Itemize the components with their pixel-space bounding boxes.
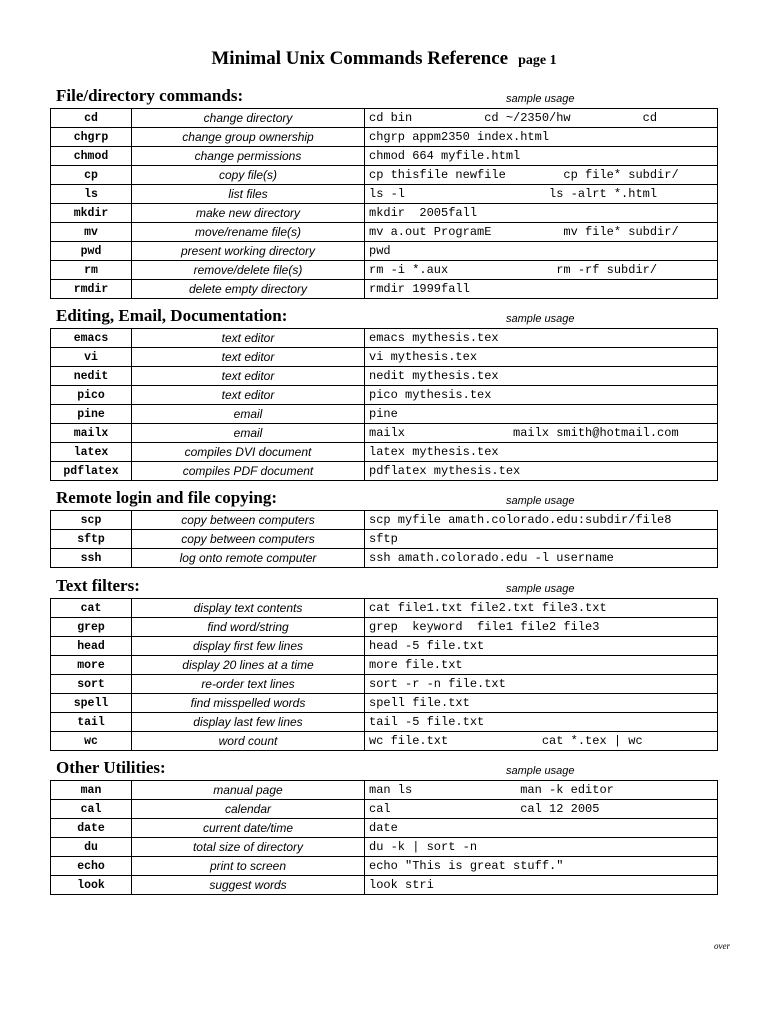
table-row [51, 424, 718, 443]
description-cell: display last few lines [132, 713, 365, 732]
table-row [51, 462, 718, 481]
table-row [51, 530, 718, 549]
command-cell: sort [51, 675, 132, 694]
command-cell: cat [51, 599, 132, 618]
table-row [51, 367, 718, 386]
usage-cell: ls -l ls -alrt *.html [365, 185, 718, 204]
usage-cell: chmod 664 myfile.html [365, 147, 718, 166]
usage-cell: echo "This is great stuff." [365, 857, 718, 876]
usage-cell: du -k | sort -n [365, 838, 718, 857]
table-row [51, 223, 718, 242]
command-cell: nedit [51, 367, 132, 386]
table-row [51, 876, 718, 895]
description-cell: make new directory [132, 204, 365, 223]
table-row [51, 242, 718, 261]
section-other-utilities [50, 759, 718, 895]
table-row [51, 443, 718, 462]
section-title: File/directory commands: [56, 86, 244, 105]
usage-cell: nedit mythesis.tex [365, 367, 718, 386]
command-cell: pdflatex [51, 462, 132, 481]
section-title: Other Utilities: [56, 758, 166, 777]
description-cell: change directory [132, 109, 365, 128]
usage-cell: emacs mythesis.tex [365, 329, 718, 348]
footer-over: over [714, 941, 730, 951]
usage-cell: mkdir 2005fall [365, 204, 718, 223]
table-row [51, 838, 718, 857]
usage-cell: pico mythesis.tex [365, 386, 718, 405]
table-row [51, 549, 718, 568]
command-cell: emacs [51, 329, 132, 348]
page-number-label: page 1 [518, 53, 557, 68]
page-title-text: Minimal Unix Commands Reference [211, 48, 509, 69]
description-cell: text editor [132, 386, 365, 405]
usage-cell: scp myfile amath.colorado.edu:subdir/file8 [365, 511, 718, 530]
description-cell: list files [132, 185, 365, 204]
usage-cell: cal cal 12 2005 [365, 800, 718, 819]
table-row [51, 185, 718, 204]
section-header [50, 759, 718, 780]
description-cell: display 20 lines at a time [132, 656, 365, 675]
description-cell: display text contents [132, 599, 365, 618]
table-row [51, 694, 718, 713]
command-cell: spell [51, 694, 132, 713]
description-cell: current date/time [132, 819, 365, 838]
command-cell: pine [51, 405, 132, 424]
command-cell: cal [51, 800, 132, 819]
sample-usage-label: sample usage [506, 93, 575, 105]
table-row [51, 329, 718, 348]
table-row [51, 109, 718, 128]
table-row [51, 166, 718, 185]
usage-cell: mailx mailx smith@hotmail.com [365, 424, 718, 443]
table-row [51, 511, 718, 530]
commands-table [50, 510, 718, 568]
usage-cell: head -5 file.txt [365, 637, 718, 656]
commands-table [50, 108, 718, 299]
command-cell: head [51, 637, 132, 656]
description-cell: change permissions [132, 147, 365, 166]
table-row [51, 348, 718, 367]
table-row [51, 261, 718, 280]
table-row [51, 857, 718, 876]
table-row [51, 280, 718, 299]
command-cell: rm [51, 261, 132, 280]
command-cell: grep [51, 618, 132, 637]
table-row [51, 656, 718, 675]
section-header [50, 577, 718, 598]
command-cell: mailx [51, 424, 132, 443]
usage-cell: vi mythesis.tex [365, 348, 718, 367]
description-cell: change group ownership [132, 128, 365, 147]
table-row [51, 405, 718, 424]
usage-cell: wc file.txt cat *.tex | wc [365, 732, 718, 751]
command-cell: man [51, 781, 132, 800]
usage-cell: more file.txt [365, 656, 718, 675]
section-text-filters [50, 577, 718, 751]
command-cell: rmdir [51, 280, 132, 299]
commands-table [50, 780, 718, 895]
table-row [51, 732, 718, 751]
description-cell: compiles DVI document [132, 443, 365, 462]
description-cell: remove/delete file(s) [132, 261, 365, 280]
usage-cell: sort -r -n file.txt [365, 675, 718, 694]
usage-cell: grep keyword file1 file2 file3 [365, 618, 718, 637]
usage-cell: cp thisfile newfile cp file* subdir/ [365, 166, 718, 185]
command-cell: scp [51, 511, 132, 530]
command-cell: vi [51, 348, 132, 367]
table-row [51, 819, 718, 838]
table-row [51, 599, 718, 618]
section-editing-email [50, 307, 718, 481]
command-cell: chmod [51, 147, 132, 166]
table-row [51, 204, 718, 223]
description-cell: word count [132, 732, 365, 751]
description-cell: total size of directory [132, 838, 365, 857]
command-cell: pico [51, 386, 132, 405]
description-cell: re-order text lines [132, 675, 365, 694]
description-cell: print to screen [132, 857, 365, 876]
command-cell: du [51, 838, 132, 857]
section-title: Text filters: [56, 576, 140, 595]
description-cell: log onto remote computer [132, 549, 365, 568]
section-title: Editing, Email, Documentation: [56, 306, 288, 325]
page-title [0, 48, 768, 70]
description-cell: move/rename file(s) [132, 223, 365, 242]
table-row [51, 781, 718, 800]
commands-table [50, 598, 718, 751]
command-cell: mkdir [51, 204, 132, 223]
table-row [51, 637, 718, 656]
usage-cell: pwd [365, 242, 718, 261]
usage-cell: latex mythesis.tex [365, 443, 718, 462]
description-cell: find misspelled words [132, 694, 365, 713]
command-cell: more [51, 656, 132, 675]
description-cell: copy file(s) [132, 166, 365, 185]
usage-cell: tail -5 file.txt [365, 713, 718, 732]
command-cell: ssh [51, 549, 132, 568]
usage-cell: look stri [365, 876, 718, 895]
sample-usage-label: sample usage [506, 583, 575, 595]
usage-cell: pdflatex mythesis.tex [365, 462, 718, 481]
table-row [51, 713, 718, 732]
description-cell: manual page [132, 781, 365, 800]
command-cell: pwd [51, 242, 132, 261]
usage-cell: pine [365, 405, 718, 424]
description-cell: delete empty directory [132, 280, 365, 299]
command-cell: chgrp [51, 128, 132, 147]
description-cell: compiles PDF document [132, 462, 365, 481]
command-cell: latex [51, 443, 132, 462]
section-remote-login [50, 489, 718, 568]
command-cell: sftp [51, 530, 132, 549]
sample-usage-label: sample usage [506, 495, 575, 507]
command-cell: mv [51, 223, 132, 242]
usage-cell: rmdir 1999fall [365, 280, 718, 299]
table-row [51, 147, 718, 166]
section-header [50, 307, 718, 328]
table-row [51, 128, 718, 147]
command-cell: echo [51, 857, 132, 876]
usage-cell: chgrp appm2350 index.html [365, 128, 718, 147]
description-cell: suggest words [132, 876, 365, 895]
section-title: Remote login and file copying: [56, 488, 277, 507]
description-cell: text editor [132, 348, 365, 367]
command-cell: ls [51, 185, 132, 204]
description-cell: copy between computers [132, 530, 365, 549]
description-cell: copy between computers [132, 511, 365, 530]
sample-usage-label: sample usage [506, 765, 575, 777]
table-row [51, 800, 718, 819]
description-cell: text editor [132, 367, 365, 386]
table-row [51, 675, 718, 694]
description-cell: email [132, 424, 365, 443]
usage-cell: rm -i *.aux rm -rf subdir/ [365, 261, 718, 280]
description-cell: text editor [132, 329, 365, 348]
section-header [50, 489, 718, 510]
command-cell: date [51, 819, 132, 838]
command-cell: wc [51, 732, 132, 751]
sample-usage-label: sample usage [506, 313, 575, 325]
usage-cell: mv a.out ProgramE mv file* subdir/ [365, 223, 718, 242]
command-cell: look [51, 876, 132, 895]
command-cell: tail [51, 713, 132, 732]
usage-cell: cd bin cd ~/2350/hw cd [365, 109, 718, 128]
usage-cell: man ls man -k editor [365, 781, 718, 800]
description-cell: present working directory [132, 242, 365, 261]
usage-cell: ssh amath.colorado.edu -l username [365, 549, 718, 568]
description-cell: email [132, 405, 365, 424]
description-cell: calendar [132, 800, 365, 819]
table-row [51, 386, 718, 405]
command-cell: cp [51, 166, 132, 185]
description-cell: find word/string [132, 618, 365, 637]
table-row [51, 618, 718, 637]
usage-cell: sftp [365, 530, 718, 549]
commands-table [50, 328, 718, 481]
description-cell: display first few lines [132, 637, 365, 656]
usage-cell: cat file1.txt file2.txt file3.txt [365, 599, 718, 618]
section-file-directory [50, 87, 718, 299]
command-cell: cd [51, 109, 132, 128]
usage-cell: date [365, 819, 718, 838]
usage-cell: spell file.txt [365, 694, 718, 713]
section-header [50, 87, 718, 108]
